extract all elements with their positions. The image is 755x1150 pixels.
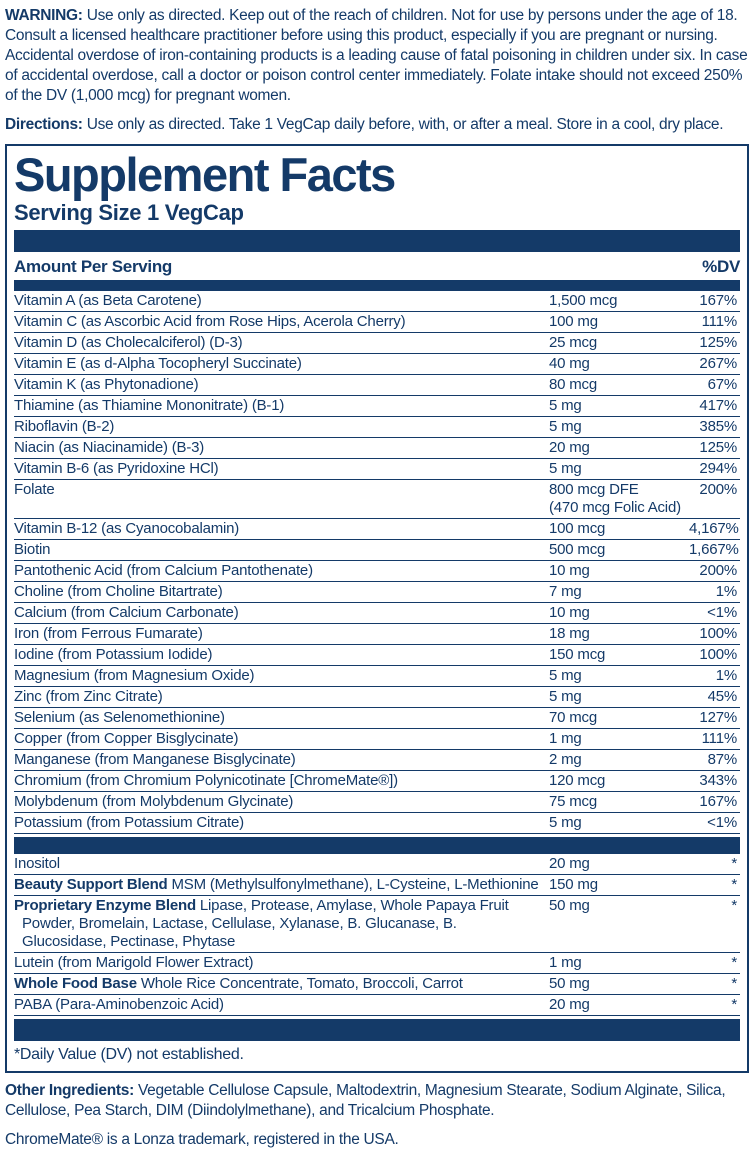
nutrient-name: Inositol — [14, 855, 60, 873]
nutrient-dv: 200% — [699, 562, 737, 580]
nutrient-amount-line1: 5 mg — [549, 397, 582, 415]
nutrient-dv: 1% — [715, 667, 737, 685]
nutrient-amount-line1: 10 mg — [549, 562, 590, 580]
fact-row — [14, 540, 740, 561]
nutrient-amount-line1: 100 mg — [549, 313, 598, 331]
fact-row — [14, 645, 740, 666]
nutrient-amount — [549, 709, 689, 727]
fact-row — [14, 666, 740, 687]
nutrient-amount-line1: 25 mcg — [549, 334, 597, 352]
nutrient-amount-line1: 1 mg — [549, 954, 582, 972]
nutrient-name: Vitamin C (as Ascorbic Acid from Rose Hips, Acerola Cherry) — [14, 313, 406, 331]
nutrient-amount-line1: 5 mg — [549, 418, 582, 436]
nutrient-name: Manganese (from Manganese Bisglycinate) — [14, 751, 296, 769]
nutrient-amount-line1: 18 mg — [549, 625, 590, 643]
nutrient-amount — [549, 954, 689, 972]
nutrient-amount-line1: 40 mg — [549, 355, 590, 373]
nutrient-amount-line1: 1,500 mcg — [549, 292, 618, 310]
nutrient-amount — [549, 646, 689, 664]
nutrient-dv: 167% — [699, 793, 737, 811]
directions-text: Use only as directed. Take 1 VegCap daily before, with, or after a meal. Store in a cool, dry place. — [86, 116, 724, 133]
nutrient-dv: * — [731, 897, 737, 915]
separator-bar-bottom — [14, 1019, 740, 1041]
nutrient-amount — [549, 562, 689, 580]
nutrient-dv: 111% — [701, 313, 737, 331]
nutrient-amount-line1: 7 mg — [549, 583, 582, 601]
nutrient-amount-line1: 5 mg — [549, 814, 582, 832]
fact-row — [14, 771, 740, 792]
nutrient-name: Vitamin A (as Beta Carotene) — [14, 292, 202, 310]
dv-footnote: *Daily Value (DV) not established. — [14, 1046, 244, 1064]
nutrient-amount — [549, 730, 689, 748]
warning-label: WARNING: — [5, 7, 83, 24]
panel-title: Supplement Facts — [14, 148, 395, 201]
nutrient-dv: 125% — [699, 439, 737, 457]
nutrient-dv: 417% — [699, 397, 737, 415]
fact-row — [14, 396, 740, 417]
nutrient-amount — [549, 876, 689, 894]
directions-paragraph — [5, 115, 749, 135]
nutrient-name — [14, 897, 549, 951]
blend-name: Whole Food Base — [14, 975, 137, 993]
fact-row — [14, 561, 740, 582]
nutrient-amount-line1: 80 mcg — [549, 376, 597, 394]
nutrient-name: Thiamine (as Thiamine Mononitrate) (B-1) — [14, 397, 285, 415]
nutrient-dv: 1,667% — [689, 541, 739, 559]
blend-components: Whole Rice Concentrate, Tomato, Broccoli, Carrot — [140, 975, 463, 993]
nutrient-name: Vitamin B-6 (as Pyridoxine HCl) — [14, 460, 219, 478]
fact-row — [14, 953, 740, 974]
fact-row — [14, 375, 740, 396]
nutrient-dv: <1% — [707, 604, 737, 622]
nutrient-amount — [549, 625, 689, 643]
nutrient-dv: 127% — [699, 709, 737, 727]
nutrient-amount — [549, 481, 689, 517]
nutrient-amount-line1: 50 mg — [549, 897, 590, 915]
nutrient-amount — [549, 376, 689, 394]
fact-row — [14, 687, 740, 708]
blend-components: Lipase, Protease, Amylase, Whole Papaya Fruit Powder, Bromelain, Lactase, Cellulase, Xylanase, B. Glucanase, B. Glucosidase, Pectinase, Phytase — [22, 897, 509, 951]
nutrient-amount — [549, 355, 689, 373]
nutrient-amount — [549, 397, 689, 415]
nutrient-dv: 294% — [699, 460, 737, 478]
nutrient-name: PABA (Para-Aminobenzoic Acid) — [14, 996, 224, 1014]
nutrient-amount — [549, 604, 689, 622]
nutrient-name: Selenium (as Selenomethionine) — [14, 709, 225, 727]
nutrient-name: Vitamin E (as d-Alpha Tocopheryl Succinate) — [14, 355, 302, 373]
nutrient-dv: <1% — [707, 814, 737, 832]
fact-row — [14, 896, 740, 953]
nutrient-name: Copper (from Copper Bisglycinate) — [14, 730, 239, 748]
separator-bar-top — [14, 230, 740, 252]
nutrient-dv: 343% — [699, 772, 737, 790]
fact-row — [14, 603, 740, 624]
fact-row — [14, 750, 740, 771]
nutrient-amount — [549, 583, 689, 601]
separator-bar-header — [14, 280, 740, 291]
nutrient-name: Choline (from Choline Bitartrate) — [14, 583, 223, 601]
fact-row — [14, 854, 740, 875]
fact-row — [14, 995, 740, 1016]
fact-row — [14, 813, 740, 834]
nutrient-name: Iodine (from Potassium Iodide) — [14, 646, 213, 664]
fact-row — [14, 312, 740, 333]
nutrient-amount-line1: 20 mg — [549, 855, 590, 873]
nutrient-name: Calcium (from Calcium Carbonate) — [14, 604, 239, 622]
nutrient-amount-line1: 500 mcg — [549, 541, 606, 559]
nutrient-dv: * — [731, 996, 737, 1014]
nutrient-amount-line1: 120 mcg — [549, 772, 606, 790]
nutrient-amount — [549, 897, 689, 915]
nutrient-name: Iron (from Ferrous Fumarate) — [14, 625, 203, 643]
nutrient-dv: 87% — [707, 751, 737, 769]
nutrient-name — [14, 975, 549, 993]
nutrient-amount — [549, 334, 689, 352]
section-divider-bar — [14, 837, 740, 854]
nutrient-amount — [549, 688, 689, 706]
nutrient-dv: * — [731, 855, 737, 873]
nutrient-name: Chromium (from Chromium Polynicotinate [ChromeMate®]) — [14, 772, 398, 790]
trademark-note: ChromeMate® is a Lonza trademark, registered in the USA. — [5, 1131, 399, 1149]
fact-row — [14, 333, 740, 354]
nutrient-dv: 167% — [699, 292, 737, 310]
nutrient-name: Vitamin B-12 (as Cyanocobalamin) — [14, 520, 240, 538]
nutrient-name: Molybdenum (from Molybdenum Glycinate) — [14, 793, 294, 811]
nutrient-amount-line1: 10 mg — [549, 604, 590, 622]
nutrient-dv: * — [731, 876, 737, 894]
fact-row — [14, 729, 740, 750]
nutrient-dv: * — [731, 954, 737, 972]
other-ingredients-paragraph — [5, 1081, 749, 1121]
nutrient-amount-line1: 150 mcg — [549, 646, 606, 664]
nutrient-amount-line1: 5 mg — [549, 460, 582, 478]
nutrient-amount — [549, 814, 689, 832]
serving-size: Serving Size 1 VegCap — [14, 200, 244, 225]
nutrient-amount — [549, 996, 689, 1014]
nutrient-dv: 1% — [715, 583, 737, 601]
nutrient-amount-line1: 70 mcg — [549, 709, 597, 727]
fact-row — [14, 875, 740, 896]
supplement-facts-panel — [5, 144, 749, 1073]
nutrient-dv: 111% — [701, 730, 737, 748]
nutrient-dv: 100% — [699, 646, 737, 664]
fact-row — [14, 582, 740, 603]
fact-row — [14, 291, 740, 312]
nutrient-name: Pantothenic Acid (from Calcium Pantothenate) — [14, 562, 313, 580]
nutrient-name — [14, 876, 549, 894]
nutrient-name: Potassium (from Potassium Citrate) — [14, 814, 244, 832]
other-ingredients-text: Vegetable Cellulose Capsule, Maltodextrin, Magnesium Stearate, Sodium Alginate, Silica, Cellulose, Pea Starch, DIM (Diindolylmethane), and Tricalcium Phosphate. — [5, 1082, 726, 1120]
nutrient-amount-line1: 20 mg — [549, 439, 590, 457]
warning-paragraph — [5, 6, 749, 106]
nutrient-name: Lutein (from Marigold Flower Extract) — [14, 954, 254, 972]
directions-label: Directions: — [5, 116, 83, 133]
nutrient-name: Vitamin K (as Phytonadione) — [14, 376, 199, 394]
nutrient-amount-line1: 5 mg — [549, 688, 582, 706]
nutrient-dv: 100% — [699, 625, 737, 643]
fact-row — [14, 974, 740, 995]
nutrient-dv: 385% — [699, 418, 737, 436]
nutrient-amount-line1: 50 mg — [549, 975, 590, 993]
other-ingredients-label: Other Ingredients: — [5, 1082, 134, 1100]
fact-row — [14, 708, 740, 729]
nutrient-amount — [549, 313, 689, 331]
nutrient-dv: 125% — [699, 334, 737, 352]
nutrient-amount — [549, 292, 689, 310]
fact-row — [14, 438, 740, 459]
nutrient-amount — [549, 667, 689, 685]
fact-row — [14, 792, 740, 813]
fact-row — [14, 417, 740, 438]
fact-row — [14, 480, 740, 519]
nutrient-amount — [549, 855, 689, 873]
nutrient-dv: 4,167% — [689, 520, 739, 538]
blend-name: Proprietary Enzyme Blend — [14, 897, 196, 915]
nutrient-amount-line1: 2 mg — [549, 751, 582, 769]
amount-per-serving-label: Amount Per Serving — [14, 257, 173, 277]
nutrient-name: Riboflavin (B-2) — [14, 418, 115, 436]
fact-row — [14, 354, 740, 375]
nutrient-name: Niacin (as Niacinamide) (B-3) — [14, 439, 205, 457]
nutrient-dv: 45% — [707, 688, 737, 706]
nutrient-amount — [549, 541, 689, 559]
nutrient-amount — [549, 793, 689, 811]
nutrient-amount — [549, 520, 689, 538]
table-header-row — [14, 254, 740, 280]
blend-name: Beauty Support Blend — [14, 876, 168, 894]
fact-row — [14, 624, 740, 645]
nutrient-name: Zinc (from Zinc Citrate) — [14, 688, 163, 706]
nutrient-amount — [549, 751, 689, 769]
nutrient-name: Vitamin D (as Cholecalciferol) (D-3) — [14, 334, 243, 352]
blend-components: MSM (Methylsulfonylmethane), L-Cysteine, L-Methionine — [171, 876, 539, 894]
nutrient-amount-line1: 75 mcg — [549, 793, 597, 811]
nutrient-amount-line1: 5 mg — [549, 667, 582, 685]
nutrient-amount-line1: 800 mcg DFE — [549, 481, 639, 499]
nutrient-dv: 200% — [699, 481, 737, 499]
nutrient-amount-line1: 20 mg — [549, 996, 590, 1014]
nutrient-amount-line1: 1 mg — [549, 730, 582, 748]
nutrient-amount — [549, 460, 689, 478]
fact-row — [14, 459, 740, 480]
percent-dv-label: %DV — [702, 257, 740, 277]
nutrient-name: Folate — [14, 481, 55, 499]
nutrient-amount — [549, 439, 689, 457]
nutrient-dv: * — [731, 975, 737, 993]
nutrient-name: Biotin — [14, 541, 51, 559]
nutrient-amount — [549, 418, 689, 436]
nutrient-amount-line1: 100 mcg — [549, 520, 606, 538]
nutrient-name: Magnesium (from Magnesium Oxide) — [14, 667, 255, 685]
nutrient-amount — [549, 975, 689, 993]
nutrient-amount-line2: (470 mcg Folic Acid) — [549, 499, 681, 517]
nutrient-amount-line1: 150 mg — [549, 876, 598, 894]
nutrient-dv: 67% — [707, 376, 737, 394]
facts-rows — [14, 291, 740, 1016]
fact-row — [14, 519, 740, 540]
nutrient-amount — [549, 772, 689, 790]
warning-text: Use only as directed. Keep out of the reach of children. Not for use by persons under the age of 18. Consult a licensed healthcare practitioner before using this product, especially if you are pregnant or nursing. Accidental overdose of iron-containing products is a leading cause of fatal poisoning in children under six. In case of accidental overdose, call a doctor or poison control center immediately. Folate intake should not exceed 250% of the DV (1,000 mcg) for pregnant women. — [5, 7, 748, 104]
nutrient-dv: 267% — [699, 355, 737, 373]
